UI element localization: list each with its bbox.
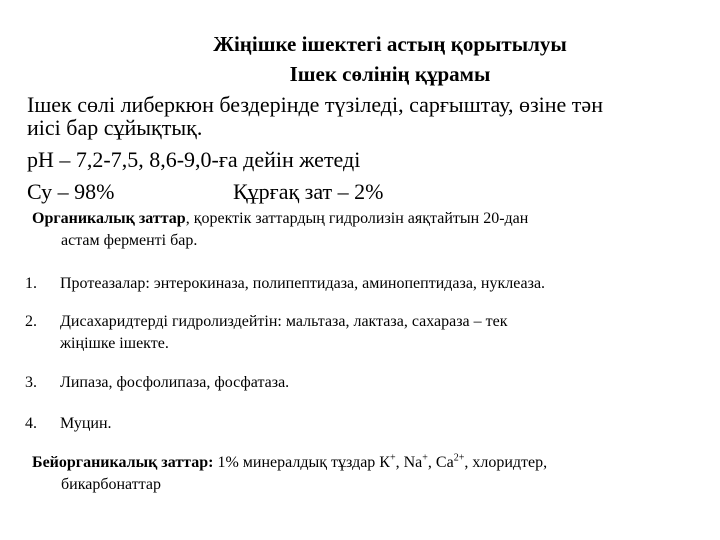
calcium-charge: 2+: [453, 452, 465, 464]
potassium-charge: +: [389, 452, 396, 464]
organic-heading: Органикалық заттар: [32, 210, 186, 227]
list-item: [25, 311, 705, 355]
list-item-number: 1.: [25, 275, 37, 292]
ph-line: рН – 7,2-7,5, 8,6-9,0-ға дейін жетеді: [27, 147, 361, 172]
water-content: Су – 98%: [27, 179, 115, 204]
inorganic-text-calcium: , Са: [427, 454, 454, 471]
sodium-charge: +: [422, 452, 428, 464]
list-item-number: 3.: [25, 374, 37, 391]
inorganic-text-sodium: , Na: [395, 454, 423, 471]
inorganic-paragraph: [32, 452, 702, 496]
list-item: [25, 413, 705, 435]
list-item-number: 2.: [25, 313, 37, 330]
inorganic-heading: Бейорганикалық заттар:: [32, 454, 214, 471]
slide-title: Жіңішке ішектегі астың қорытылуы: [213, 32, 567, 56]
list-item-number: 4.: [25, 415, 37, 432]
organic-text: , қоректік заттардың гидролизін аяқтайтын 20-дан: [185, 210, 529, 227]
list-item-text: Липаза, фосфолипаза, фосфатаза.: [60, 374, 290, 391]
list-item-text: Дисахаридтерді гидролиздейтін: мальтаза, лактаза, сахараза – тек: [60, 313, 508, 330]
intro-line-1: Ішек сөлі либеркюн бездерінде түзіледі, сарғыштау, өзіне тән: [27, 92, 603, 117]
list-item-text: Муцин.: [60, 415, 112, 432]
dry-matter-content: Құрғақ зат – 2%: [233, 179, 384, 204]
composition-line: [27, 179, 384, 204]
list-item-text: Протеазалар: энтерокиназа, полипептидаза, аминопептидаза, нуклеаза.: [60, 275, 546, 292]
inorganic-text-chlorides: , хлоридтер,: [464, 454, 548, 471]
list-item: [25, 372, 705, 394]
inorganic-text-continued: бикарбонаттар: [61, 476, 162, 493]
list-item: [25, 273, 705, 295]
organic-text-continued: астам ферменті бар.: [61, 232, 198, 249]
intro-line-2: иісі бар сұйықтық.: [27, 115, 203, 140]
slide-subtitle: Ішек сөлінің құрамы: [289, 62, 491, 86]
list-item-text-continued: жіңішке ішекте.: [60, 335, 169, 352]
inorganic-text: 1% минералдық тұздар К: [213, 454, 390, 471]
organic-paragraph: [32, 208, 702, 252]
